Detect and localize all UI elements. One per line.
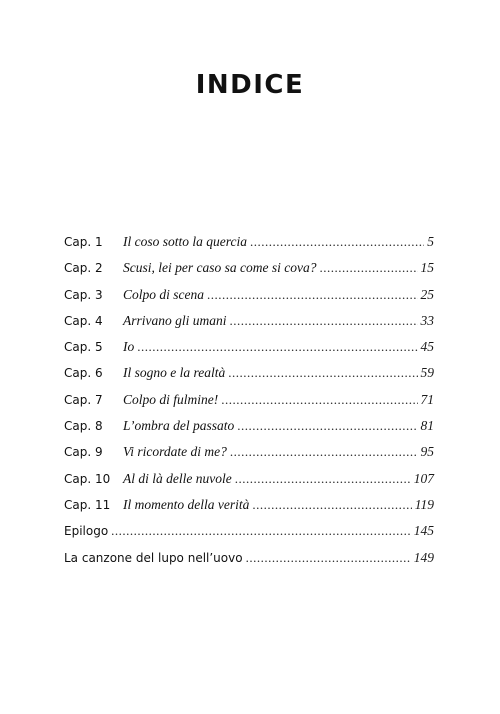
- dot-leader: [250, 234, 424, 250]
- chapter-title: Al di là delle nuvole: [123, 470, 232, 486]
- chapter-label: Cap. 5: [64, 340, 103, 355]
- chapter-title: Il coso sotto la quercia: [123, 234, 247, 249]
- page-title: INDICE: [195, 70, 305, 100]
- toc-entry: [64, 497, 434, 523]
- chapter-title: Arrivano gli umani: [123, 312, 227, 328]
- chapter-label: Cap. 7: [64, 392, 103, 407]
- chapter-title: Il sogno e la realtà: [123, 365, 226, 381]
- toc-entry: [64, 471, 434, 497]
- dot-leader: [237, 418, 417, 434]
- page-number: 15: [420, 260, 434, 276]
- page-number: 145: [413, 523, 434, 539]
- chapter-title: Scusi, lei per caso sa come si cova?: [123, 260, 317, 276]
- chapter-title: Il momento della verità: [123, 496, 250, 512]
- toc-entry-song: [64, 550, 434, 576]
- dot-leader: [319, 260, 417, 276]
- dot-leader: [235, 471, 411, 487]
- chapter-label: Cap. 1: [64, 235, 103, 249]
- page-number: 59: [420, 365, 434, 381]
- page-number: 45: [420, 339, 434, 355]
- dot-leader: [230, 313, 418, 329]
- chapter-title: Io: [123, 339, 135, 355]
- dot-leader: [137, 339, 417, 355]
- dot-leader: [246, 550, 411, 566]
- page-number: 25: [420, 286, 434, 302]
- toc-entry: [64, 313, 434, 339]
- chapter-title: Vi ricordate di me?: [123, 444, 227, 460]
- chapter-label: Cap. 10: [64, 471, 111, 486]
- toc-entry: [64, 392, 434, 418]
- section-label: La canzone del lupo nell’uovo: [64, 550, 243, 565]
- chapter-label: Cap. 8: [64, 419, 103, 434]
- chapter-title: L’ombra del passato: [123, 418, 235, 434]
- dot-leader: [221, 392, 417, 408]
- chapter-label: Cap. 6: [64, 366, 103, 381]
- dot-leader: [207, 287, 418, 303]
- page-number: 149: [413, 549, 434, 565]
- toc-entry: [64, 339, 434, 365]
- dot-leader: [228, 365, 417, 381]
- chapter-label: Cap. 9: [64, 445, 103, 460]
- chapter-label: Cap. 11: [64, 497, 111, 512]
- chapter-title: Colpo di fulmine!: [123, 391, 219, 407]
- dot-leader: [230, 444, 418, 460]
- chapter-label: Cap. 4: [64, 313, 103, 328]
- toc-entry: [64, 365, 434, 391]
- dot-leader: [111, 523, 411, 539]
- toc-entry: [64, 260, 434, 286]
- page-number: 81: [420, 418, 434, 434]
- page-number: 71: [420, 391, 434, 407]
- page-number: 119: [414, 496, 434, 512]
- chapter-label: Cap. 2: [64, 261, 103, 276]
- page-number: 107: [413, 470, 434, 486]
- dot-leader: [252, 497, 411, 513]
- page-number: 95: [420, 444, 434, 460]
- toc-entry-epilogue: [64, 523, 434, 549]
- chapter-title: Colpo di scena: [123, 286, 204, 302]
- section-label: Epilogo: [64, 524, 109, 539]
- toc-entry: [64, 287, 434, 313]
- page-number: 33: [420, 312, 434, 328]
- chapter-label: Cap. 3: [64, 287, 103, 302]
- page-number: 5: [427, 234, 434, 249]
- toc-entry: [64, 418, 434, 444]
- table-of-contents: [64, 234, 434, 576]
- toc-entry: [64, 444, 434, 470]
- toc-entry: [64, 234, 434, 260]
